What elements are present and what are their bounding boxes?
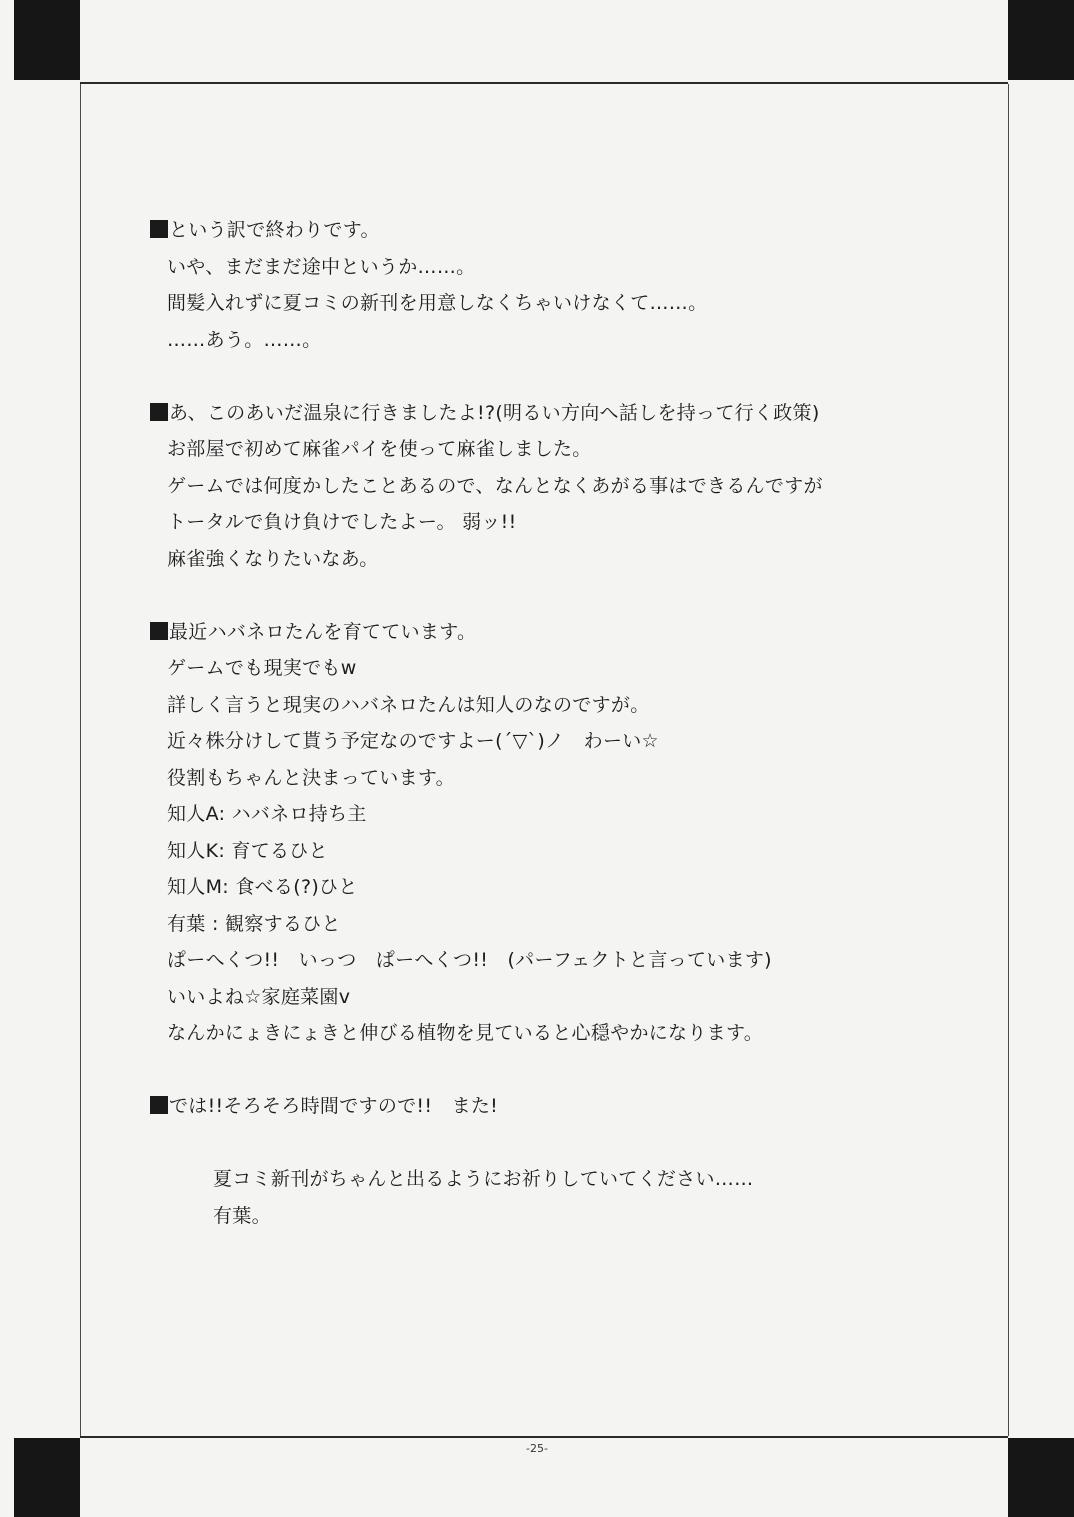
paragraph-gap: [150, 577, 950, 614]
section-heading: では!!そろそろ時間ですので!! また!: [150, 1088, 950, 1125]
square-bullet-icon: [150, 403, 168, 421]
square-bullet-icon: [150, 1096, 168, 1114]
text-line: ゲームでも現実でもw: [167, 657, 357, 679]
text-line: いいよね☆家庭菜園v: [167, 985, 351, 1008]
signoff-author: 有葉。: [213, 1204, 271, 1227]
text-line: ぱーへくつ!! いっつ ぱーへくつ!! (パーフェクトと言っています): [167, 949, 772, 971]
text-line: いや、まだまだ途中というか……。: [167, 255, 476, 278]
text-line: 知人M: 食べる(?)ひと: [167, 876, 358, 898]
corner-mark-top-left: [14, 0, 80, 80]
square-bullet-icon: [150, 622, 168, 640]
afterword-text: [150, 212, 950, 1234]
text-line: 知人A: ハバネロ持ち主: [167, 803, 367, 825]
section-heading: あ、このあいだ温泉に行きましたよ!?(明るい方向へ話しを持って行く政策): [150, 395, 950, 432]
text-line: 有葉 : 観察するひと: [167, 912, 341, 935]
frame-line-top: [80, 82, 1008, 84]
frame-line-bottom: [80, 1436, 1008, 1438]
square-bullet-icon: [150, 220, 168, 238]
paragraph-gap: [150, 1052, 950, 1089]
frame-line-right: [1008, 84, 1009, 1436]
text-line: なんかにょきにょきと伸びる植物を見ていると心穏やかになります。: [167, 1022, 764, 1044]
page-number: -25-: [526, 1442, 548, 1455]
corner-mark-top-right: [1008, 0, 1074, 80]
text-line: ゲームでは何度かしたことあるので、なんとなくあがる事はできるんですが: [167, 474, 823, 497]
text-line: 近々株分けして貰う予定なのですよー(´▽`)ノ わーい☆: [167, 730, 659, 752]
text-line: お部屋で初めて麻雀パイを使って麻雀しました。: [167, 438, 592, 460]
text-line: 知人K: 育てるひと: [167, 839, 328, 862]
text-line: 間髪入れずに夏コミの新刊を用意しなくちゃいけなくて……。: [167, 292, 708, 314]
paragraph-gap: [150, 358, 950, 395]
text-line: ……あう。……。: [167, 328, 322, 351]
frame-line-left: [80, 84, 81, 1436]
text-line: 麻雀強くなりたいなあ。: [167, 547, 379, 570]
section-heading: 最近ハバネロたんを育てています。: [150, 614, 950, 651]
text-line: 詳しく言うと現実のハバネロたんは知人のなのですが。: [167, 693, 650, 716]
section-heading: という訳で終わりです。: [150, 212, 950, 249]
paragraph-gap: [150, 1125, 950, 1162]
signoff-message: 夏コミ新刊がちゃんと出るようにお祈りしていてください……: [213, 1168, 754, 1190]
text-line: トータルで負け負けでしたよー。 弱ッ!!: [167, 511, 517, 533]
text-line: 役割もちゃんと決まっています。: [167, 766, 455, 789]
